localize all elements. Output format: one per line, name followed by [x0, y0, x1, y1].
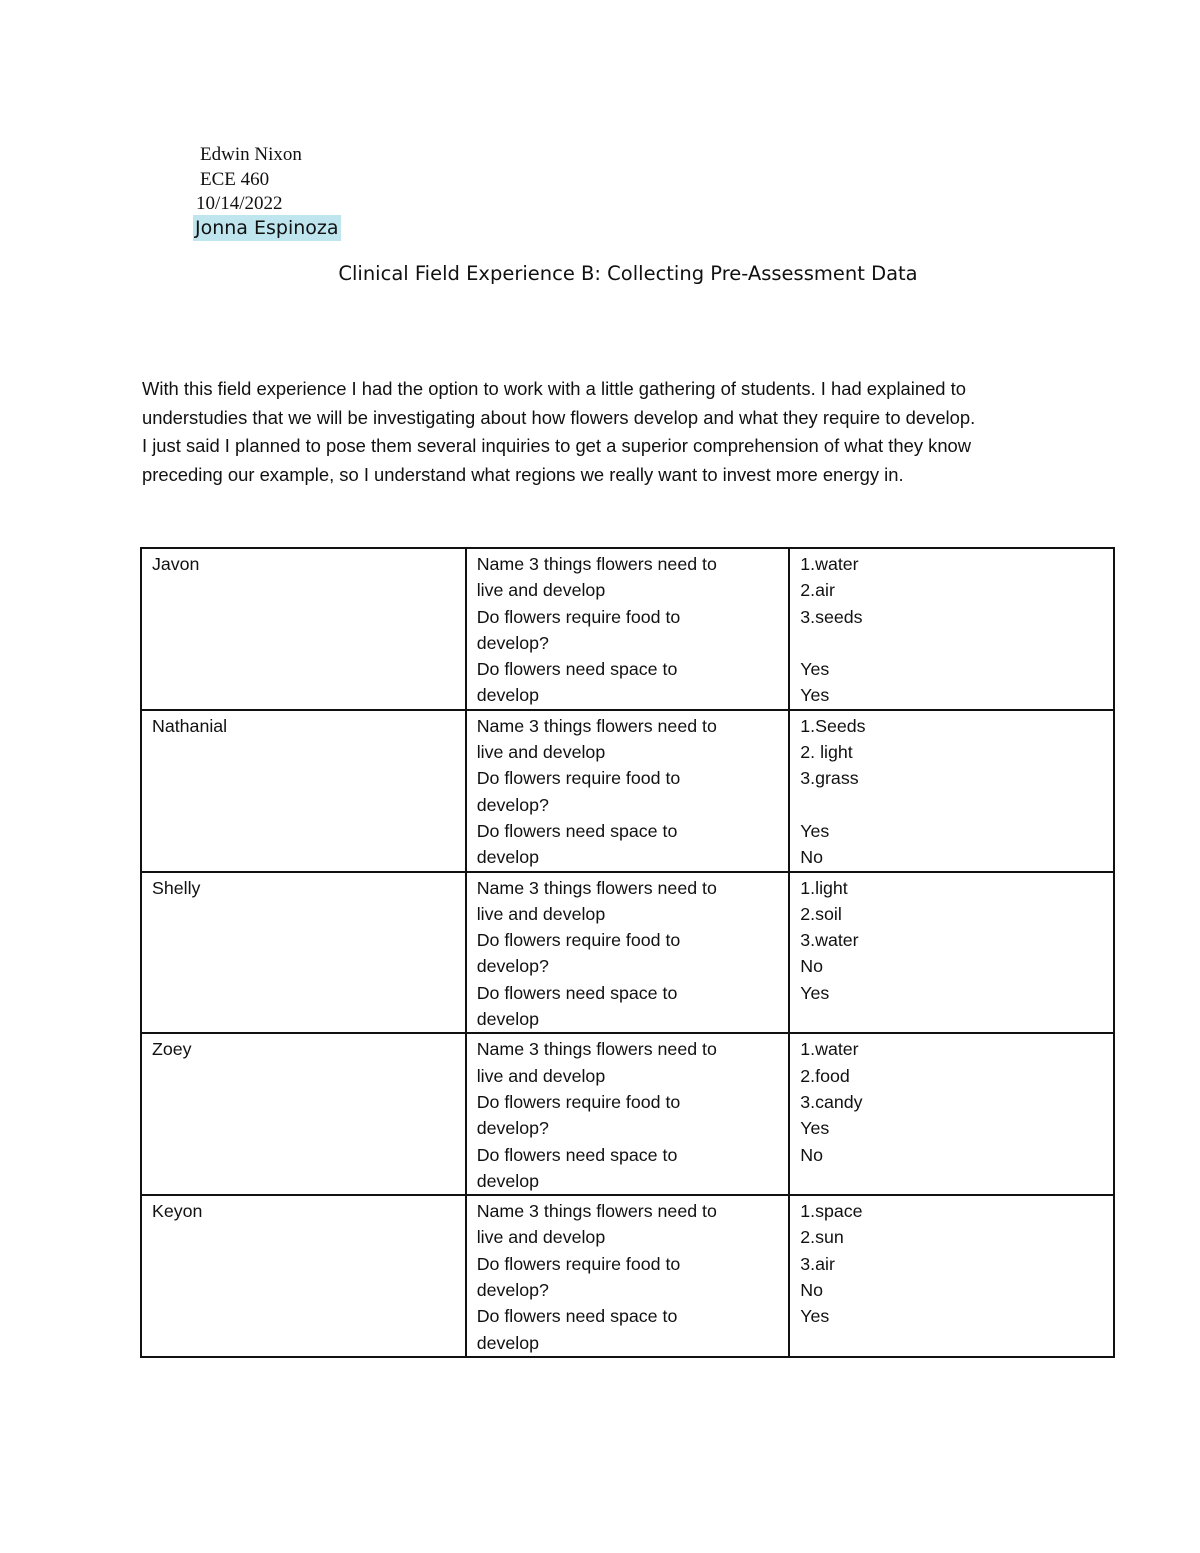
- question-line: develop: [476, 1009, 539, 1030]
- answer-line: Yes: [800, 659, 830, 680]
- student-name-cell: [141, 872, 466, 1034]
- student-name: Nathanial: [152, 715, 228, 736]
- question-line: develop: [476, 1332, 539, 1353]
- question-line: Do flowers require food to: [476, 1253, 681, 1274]
- intro-paragraph: [142, 375, 1082, 489]
- question-line: live and develop: [476, 742, 606, 763]
- answer-line: Yes: [800, 685, 830, 706]
- answer-line: 1.water: [800, 554, 859, 574]
- answer-line: No: [800, 956, 824, 977]
- questions-cell: [466, 710, 790, 872]
- answer-line: 2.air: [800, 580, 835, 601]
- question-line: develop: [476, 847, 539, 868]
- answers-cell: [789, 710, 1114, 872]
- instructor-name: Jonna Espinoza: [195, 217, 339, 239]
- answer-line: 3.air: [800, 1253, 835, 1274]
- question-line: develop?: [476, 1118, 549, 1139]
- question-line: Do flowers require food to: [476, 768, 681, 789]
- student-name: Javon: [152, 554, 200, 574]
- answer-line: 2.food: [800, 1065, 850, 1086]
- student-name-cell: [141, 1033, 466, 1195]
- responses-table: [140, 547, 1115, 1358]
- question-line: live and develop: [476, 903, 606, 924]
- question-line: develop?: [476, 956, 549, 977]
- answer-line: 1.space: [800, 1201, 863, 1222]
- question-line: Do flowers need space to: [476, 982, 678, 1003]
- question-line: live and develop: [476, 1065, 606, 1086]
- student-name: Shelly: [152, 877, 201, 898]
- intro-line: preceding our example, so I understand what regions we really want to invest more energy in.: [142, 463, 904, 485]
- answer-line: 2. light: [800, 742, 853, 763]
- question-line: develop: [476, 685, 539, 706]
- question-line: Do flowers require food to: [476, 1091, 681, 1112]
- answer-line: [800, 1330, 1103, 1356]
- document-date: 10/14/2022: [196, 193, 283, 214]
- answer-line: [800, 1168, 1103, 1194]
- table-row: [141, 548, 1114, 710]
- author-name: Edwin Nixon: [200, 144, 302, 165]
- questions-cell: [466, 548, 790, 710]
- answer-line: 2.sun: [800, 1227, 844, 1248]
- answer-line: 1.Seeds: [800, 715, 866, 736]
- table-row: [141, 872, 1114, 1034]
- question-line: Do flowers need space to: [476, 820, 678, 841]
- answer-line: [800, 630, 1103, 656]
- question-line: develop?: [476, 794, 549, 815]
- questions-cell: [466, 1195, 790, 1357]
- question-line: Do flowers require food to: [476, 930, 681, 951]
- answer-line: No: [800, 1144, 824, 1165]
- question-line: Name 3 things flowers need to: [476, 554, 717, 574]
- question-line: Do flowers need space to: [476, 1144, 678, 1165]
- question-line: develop: [476, 1170, 539, 1191]
- question-line: Name 3 things flowers need to: [476, 877, 717, 898]
- answer-line: 3.water: [800, 930, 859, 951]
- answer-line: 3.candy: [800, 1091, 863, 1112]
- answers-cell: [789, 872, 1114, 1034]
- question-line: Name 3 things flowers need to: [476, 715, 717, 736]
- student-name-cell: [141, 710, 466, 872]
- student-name-cell: [141, 1195, 466, 1357]
- answer-line: No: [800, 847, 824, 868]
- question-line: develop?: [476, 632, 549, 653]
- answer-line: [800, 1006, 1103, 1032]
- questions-cell: [466, 1033, 790, 1195]
- document-title: Clinical Field Experience B: Collecting Pre-Assessment Data: [338, 262, 918, 285]
- intro-line: With this field experience I had the option to work with a little gathering of students. I had explained to: [142, 378, 966, 399]
- answer-line: 3.seeds: [800, 606, 863, 627]
- course-code: ECE 460: [200, 169, 270, 190]
- table-row: [141, 710, 1114, 872]
- answer-line: No: [800, 1280, 824, 1301]
- student-name: Zoey: [152, 1039, 192, 1060]
- answer-line: Yes: [800, 982, 830, 1003]
- answer-line: Yes: [800, 1306, 830, 1327]
- answers-cell: [789, 548, 1114, 710]
- answers-cell: [789, 1033, 1114, 1195]
- answer-line: 3.grass: [800, 768, 859, 789]
- question-line: Do flowers require food to: [476, 606, 681, 627]
- table-row: [141, 1195, 1114, 1357]
- question-line: live and develop: [476, 580, 606, 601]
- question-line: Do flowers need space to: [476, 659, 678, 680]
- intro-line: understudies that we will be investigating about how flowers develop and what they require to develop.: [142, 406, 976, 428]
- answer-line: 2.soil: [800, 903, 842, 924]
- answer-line: 1.water: [800, 1039, 859, 1060]
- question-line: develop?: [476, 1280, 549, 1301]
- question-line: Do flowers need space to: [476, 1306, 678, 1327]
- question-line: live and develop: [476, 1227, 606, 1248]
- answer-line: Yes: [800, 1118, 830, 1139]
- answer-line: Yes: [800, 820, 830, 841]
- answers-cell: [789, 1195, 1114, 1357]
- answer-line: [800, 792, 1103, 818]
- student-name-cell: [141, 548, 466, 710]
- question-line: Name 3 things flowers need to: [476, 1039, 717, 1060]
- answer-line: 1.light: [800, 877, 848, 898]
- questions-cell: [466, 872, 790, 1034]
- question-line: Name 3 things flowers need to: [476, 1201, 717, 1222]
- intro-line: I just said I planned to pose them several inquiries to get a superior comprehension of what they know: [142, 435, 972, 456]
- student-name: Keyon: [152, 1201, 203, 1222]
- table-row: [141, 1033, 1114, 1195]
